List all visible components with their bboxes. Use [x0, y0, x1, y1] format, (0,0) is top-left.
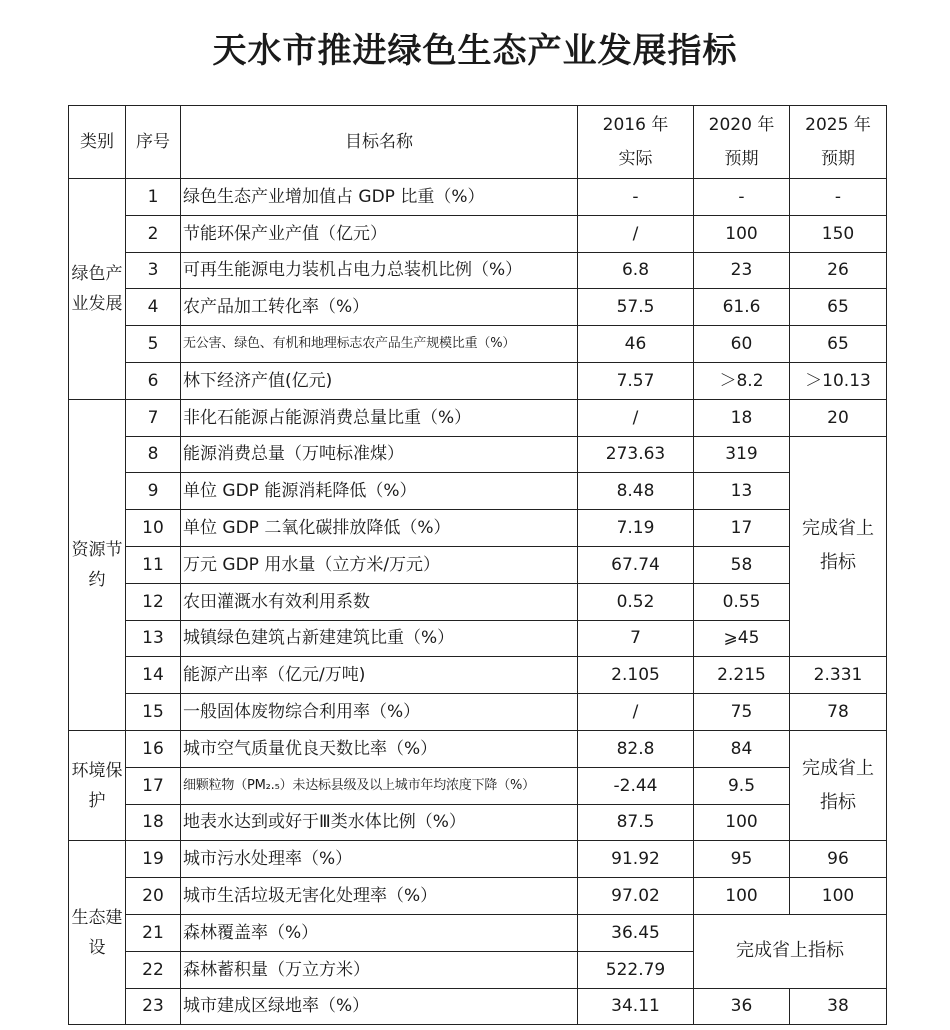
row-2016: 82.8 — [578, 730, 694, 767]
row-2016: 8.48 — [578, 473, 694, 510]
table-row — [69, 694, 887, 731]
table-row — [69, 914, 887, 951]
row-seq: 16 — [126, 730, 181, 767]
merged-resource-2025: 完成省上指标 — [790, 436, 887, 657]
table-row — [69, 473, 887, 510]
header-2025 — [790, 106, 887, 179]
row-2025: 20 — [790, 399, 887, 436]
table-row — [69, 179, 887, 216]
row-2025: 38 — [790, 988, 887, 1025]
row-name: 城市污水处理率（%） — [181, 841, 578, 878]
row-name: 能源产出率（亿元/万吨) — [181, 657, 578, 694]
merged-ecology-2020-2025: 完成省上指标 — [694, 914, 887, 988]
row-name: 能源消费总量（万吨标准煤） — [181, 436, 578, 473]
row-2016: 273.63 — [578, 436, 694, 473]
row-2020: 75 — [694, 694, 790, 731]
table-row — [69, 436, 887, 473]
table-row — [69, 546, 887, 583]
row-2016: 7.57 — [578, 362, 694, 399]
row-2016: 0.52 — [578, 583, 694, 620]
header-2016-year: 2016 年 — [602, 115, 669, 135]
row-2016: -2.44 — [578, 767, 694, 804]
row-2020: 95 — [694, 841, 790, 878]
row-2016: 36.45 — [578, 914, 694, 951]
row-seq: 2 — [126, 215, 181, 252]
row-name: 森林覆盖率（%） — [181, 914, 578, 951]
header-2025-year: 2025 年 — [805, 115, 871, 135]
row-2020: 23 — [694, 252, 790, 289]
row-seq: 10 — [126, 510, 181, 547]
row-seq: 5 — [126, 326, 181, 363]
row-seq: 13 — [126, 620, 181, 657]
page-title: 天水市推进绿色生态产业发展指标 — [212, 31, 738, 71]
row-2020: 0.55 — [694, 583, 790, 620]
row-seq: 1 — [126, 179, 181, 216]
row-2025: 65 — [790, 289, 887, 326]
row-2020: 60 — [694, 326, 790, 363]
row-name: 一般固体废物综合利用率（%） — [181, 694, 578, 731]
table-row — [69, 767, 887, 804]
row-name: 绿色生态产业增加值占 GDP 比重（%） — [181, 179, 578, 216]
table-row — [69, 289, 887, 326]
row-name: 农田灌溉水有效利用系数 — [181, 583, 578, 620]
header-2020 — [694, 106, 790, 179]
merged-environment-2025: 完成省上指标 — [790, 730, 887, 840]
row-name: 细颗粒物（PM₂.₅）未达标县级及以上城市年均浓度下降（%） — [181, 767, 578, 804]
row-2025: - — [790, 179, 887, 216]
row-2020: 17 — [694, 510, 790, 547]
row-2025: ＞10.13 — [790, 362, 887, 399]
row-2020: 36 — [694, 988, 790, 1025]
table-row — [69, 583, 887, 620]
row-2020: ⩾45 — [694, 620, 790, 657]
table-row — [69, 841, 887, 878]
table-row — [69, 657, 887, 694]
row-seq: 8 — [126, 436, 181, 473]
row-2016: 7.19 — [578, 510, 694, 547]
row-seq: 20 — [126, 878, 181, 915]
category-ecology: 生态建设 — [69, 841, 126, 1025]
table-row — [69, 215, 887, 252]
table-row — [69, 988, 887, 1025]
row-name: 城市生活垃圾无害化处理率（%） — [181, 878, 578, 915]
row-2025: 100 — [790, 878, 887, 915]
row-name: 万元 GDP 用水量（立方米/万元） — [181, 546, 578, 583]
row-2020: 61.6 — [694, 289, 790, 326]
row-2016: / — [578, 399, 694, 436]
row-name: 无公害、绿色、有机和地理标志农产品生产规模比重（%） — [181, 326, 578, 363]
category-resource-saving: 资源节约 — [69, 399, 126, 730]
row-seq: 11 — [126, 546, 181, 583]
row-name: 非化石能源占能源消费总量比重（%） — [181, 399, 578, 436]
row-2016: 6.8 — [578, 252, 694, 289]
row-2025: 26 — [790, 252, 887, 289]
row-name: 城镇绿色建筑占新建建筑比重（%） — [181, 620, 578, 657]
row-2016: / — [578, 694, 694, 731]
row-seq: 12 — [126, 583, 181, 620]
row-2020: 319 — [694, 436, 790, 473]
row-2025: 2.331 — [790, 657, 887, 694]
row-2020: 13 — [694, 473, 790, 510]
row-2016: 87.5 — [578, 804, 694, 841]
row-2020: 100 — [694, 878, 790, 915]
row-2016: 91.92 — [578, 841, 694, 878]
row-name: 节能环保产业产值（亿元） — [181, 215, 578, 252]
row-2025: 96 — [790, 841, 887, 878]
table-row — [69, 362, 887, 399]
row-name: 林下经济产值(亿元) — [181, 362, 578, 399]
row-name: 城市建成区绿地率（%） — [181, 988, 578, 1025]
row-2016: 522.79 — [578, 951, 694, 988]
row-2020: 58 — [694, 546, 790, 583]
header-category: 类别 — [69, 106, 126, 179]
row-2016: - — [578, 179, 694, 216]
row-seq: 7 — [126, 399, 181, 436]
header-2020-year: 2020 年 — [708, 115, 775, 135]
row-seq: 21 — [126, 914, 181, 951]
row-2020: 84 — [694, 730, 790, 767]
row-2020: 9.5 — [694, 767, 790, 804]
table-row — [69, 878, 887, 915]
table-row — [69, 804, 887, 841]
row-name: 单位 GDP 能源消耗降低（%） — [181, 473, 578, 510]
row-seq: 6 — [126, 362, 181, 399]
row-name: 森林蓄积量（万立方米） — [181, 951, 578, 988]
row-2020: 100 — [694, 215, 790, 252]
header-2020-type: 预期 — [724, 149, 759, 169]
row-2025: 150 — [790, 215, 887, 252]
row-name: 可再生能源电力装机占电力总装机比例（%） — [181, 252, 578, 289]
indicator-table — [68, 105, 887, 1025]
header-2016-type: 实际 — [618, 149, 653, 169]
row-seq: 14 — [126, 657, 181, 694]
table-row — [69, 730, 887, 767]
row-seq: 18 — [126, 804, 181, 841]
row-2025: 65 — [790, 326, 887, 363]
row-2020: ＞8.2 — [694, 362, 790, 399]
row-2016: 2.105 — [578, 657, 694, 694]
row-2020: 100 — [694, 804, 790, 841]
row-seq: 9 — [126, 473, 181, 510]
row-2020: 2.215 — [694, 657, 790, 694]
row-name: 地表水达到或好于Ⅲ类水体比例（%） — [181, 804, 578, 841]
row-seq: 17 — [126, 767, 181, 804]
category-environment: 环境保护 — [69, 730, 126, 840]
row-name: 农产品加工转化率（%） — [181, 289, 578, 326]
row-2016: 7 — [578, 620, 694, 657]
row-seq: 3 — [126, 252, 181, 289]
row-2016: 67.74 — [578, 546, 694, 583]
row-seq: 15 — [126, 694, 181, 731]
table-row — [69, 510, 887, 547]
header-2025-type: 预期 — [821, 149, 855, 169]
table-header-row — [69, 106, 887, 179]
row-2016: 57.5 — [578, 289, 694, 326]
header-name: 目标名称 — [181, 106, 578, 179]
header-2016 — [578, 106, 694, 179]
row-seq: 4 — [126, 289, 181, 326]
table-row — [69, 326, 887, 363]
table-row — [69, 620, 887, 657]
row-2025: 78 — [790, 694, 887, 731]
row-name: 单位 GDP 二氧化碳排放降低（%） — [181, 510, 578, 547]
table-row — [69, 252, 887, 289]
row-2016: 34.11 — [578, 988, 694, 1025]
row-seq: 19 — [126, 841, 181, 878]
row-2016: / — [578, 215, 694, 252]
row-2016: 97.02 — [578, 878, 694, 915]
row-2016: 46 — [578, 326, 694, 363]
row-2020: 18 — [694, 399, 790, 436]
row-seq: 23 — [126, 988, 181, 1025]
row-seq: 22 — [126, 951, 181, 988]
row-name: 城市空气质量优良天数比率（%） — [181, 730, 578, 767]
category-green-industry: 绿色产业发展 — [69, 179, 126, 400]
row-2020: - — [694, 179, 790, 216]
header-seq: 序号 — [126, 106, 181, 179]
table-row — [69, 399, 887, 436]
